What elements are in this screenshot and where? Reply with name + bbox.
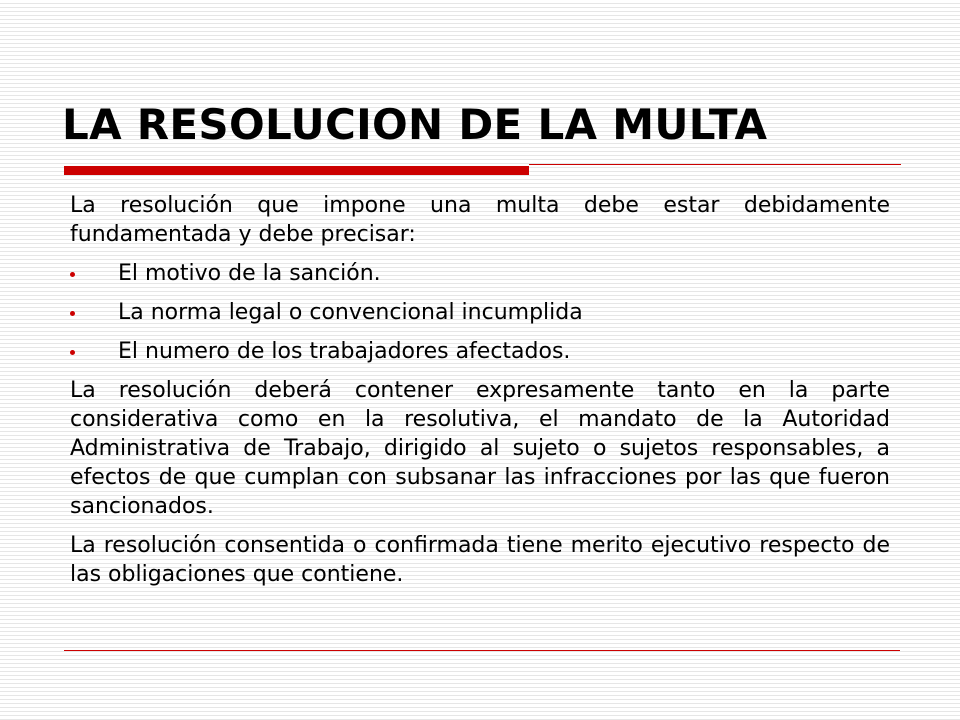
title-underline-thin (529, 164, 901, 165)
bullet-text: La norma legal o convencional incumplida (118, 300, 583, 325)
slide-title: LA RESOLUCION DE LA MULTA (62, 100, 768, 149)
bullet-dot-icon (70, 350, 75, 355)
bullet-text: El motivo de la sanción. (118, 261, 381, 286)
bullet-item (70, 337, 890, 366)
body-paragraph-executive-merit: La resolución consentida o confirmada tiene merito ejecutivo respecto de las obligaciones que contiene. (70, 533, 890, 587)
intro-paragraph: La resolución que impone una multa debe estar debidamente fundamentada y debe precisar: (70, 193, 890, 247)
bullet-item (70, 259, 890, 288)
bullet-item (70, 298, 890, 327)
bullet-text: El numero de los trabajadores afectados. (118, 339, 571, 364)
bullet-list (70, 259, 890, 366)
title-underline-thick (64, 166, 529, 175)
footer-rule (64, 650, 900, 651)
body-paragraph-mandate: La resolución deberá contener expresamente tanto en la parte considerativa como en la resolutiva, el mandato de la Autoridad Administrativa de Trabajo, dirigido al sujeto o sujetos responsables, a efectos de que cumplan con subsanar las infracciones por las que fueron sancionados. (70, 378, 890, 519)
slide-body (70, 191, 890, 599)
bullet-dot-icon (70, 272, 75, 277)
bullet-dot-icon (70, 311, 75, 316)
